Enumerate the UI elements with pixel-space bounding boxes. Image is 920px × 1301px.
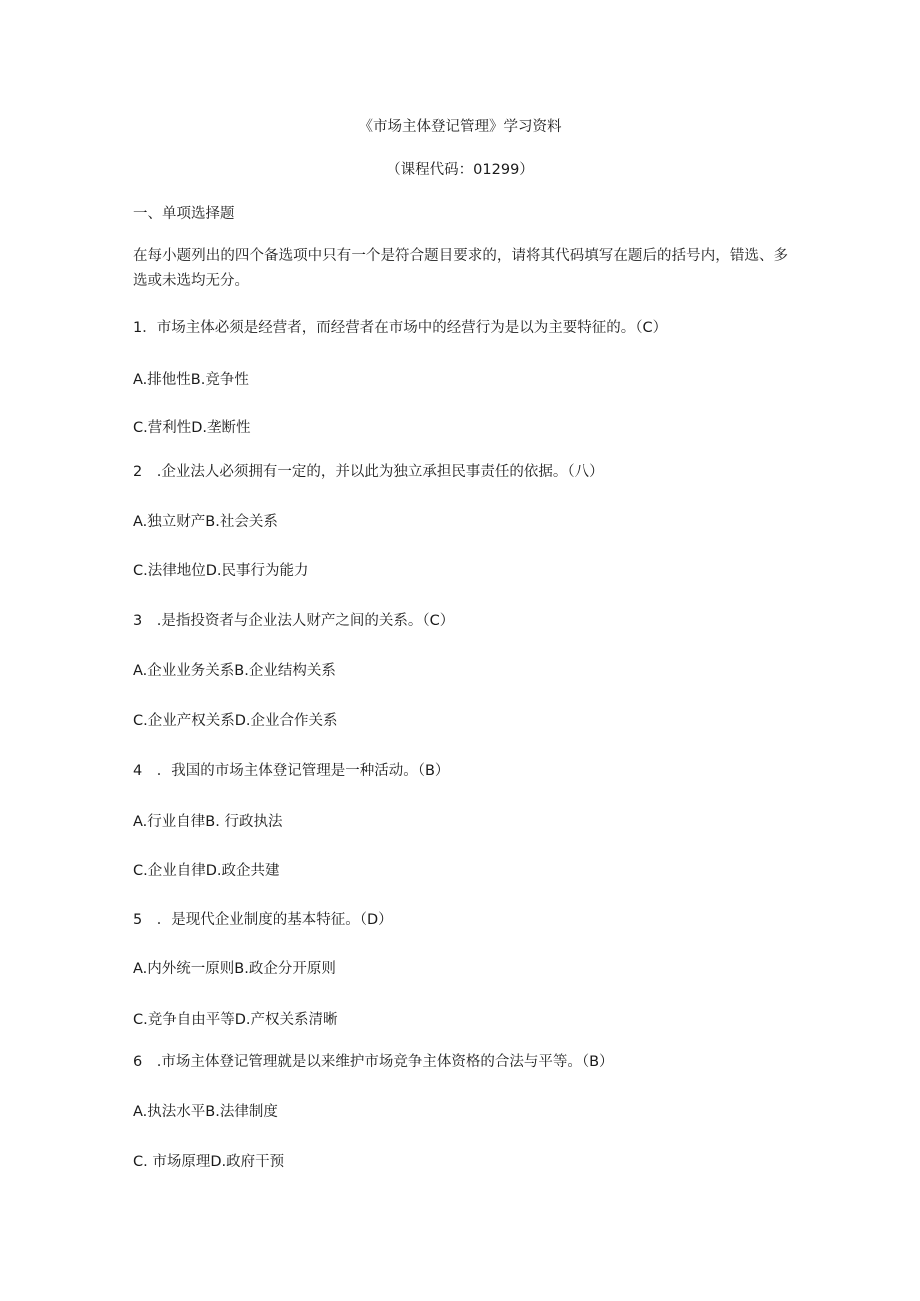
question-1-options-ab: A.排他性B.竞争性 [133, 372, 249, 388]
question-6-options-cd: C. 市场原理D.政府干预 [133, 1154, 285, 1170]
question-3-options-cd: C.企业产权关系D.企业合作关系 [133, 713, 338, 729]
question-6-options-ab: A.执法水平B.法律制度 [133, 1104, 278, 1120]
question-1-options-cd: C.营利性D.垄断性 [133, 420, 251, 436]
question-2-options-cd: C.法律地位D.民事行为能力 [133, 563, 309, 579]
question-4-options-ab: A.行业自律B. 行政执法 [133, 814, 283, 830]
instructions-paragraph: 在每小题列出的四个备选项中只有一个是符合题目要求的，请将其代码填写在题后的括号内，错选、多选或未选均无分。 [133, 248, 788, 289]
question-5-options-cd: C.竞争自由平等D.产权关系清晰 [133, 1012, 338, 1028]
question-4-options-cd: C.企业自律D.政企共建 [133, 863, 280, 879]
question-1-stem: 1．市场主体必须是经营者，而经营者在市场中的经营行为是以为主要特征的。（C） [133, 320, 668, 336]
question-2-options-ab: A.独立财产B.社会关系 [133, 514, 278, 530]
question-5-stem: 5 ．是现代企业制度的基本特征。（D） [133, 912, 393, 928]
section-heading: 一、单项选择题 [133, 206, 235, 222]
question-6-stem: 6 .市场主体登记管理就是以来维护市场竞争主体资格的合法与平等。（B） [133, 1054, 614, 1070]
course-code: （课程代码：01299） [386, 162, 534, 178]
question-3-options-ab: A.企业业务关系B.企业结构关系 [133, 663, 336, 679]
question-2-stem: 2 .企业法人必须拥有一定的，并以此为独立承担民事责任的依据。（八） [133, 464, 604, 480]
question-4-stem: 4 ．我国的市场主体登记管理是一种活动。（B） [133, 763, 450, 779]
document-title: 《市场主体登记管理》学习资料 [358, 119, 562, 135]
question-5-options-ab: A.内外统一原则B.政企分开原则 [133, 961, 336, 977]
question-3-stem: 3 .是指投资者与企业法人财产之间的关系。（C） [133, 613, 455, 629]
